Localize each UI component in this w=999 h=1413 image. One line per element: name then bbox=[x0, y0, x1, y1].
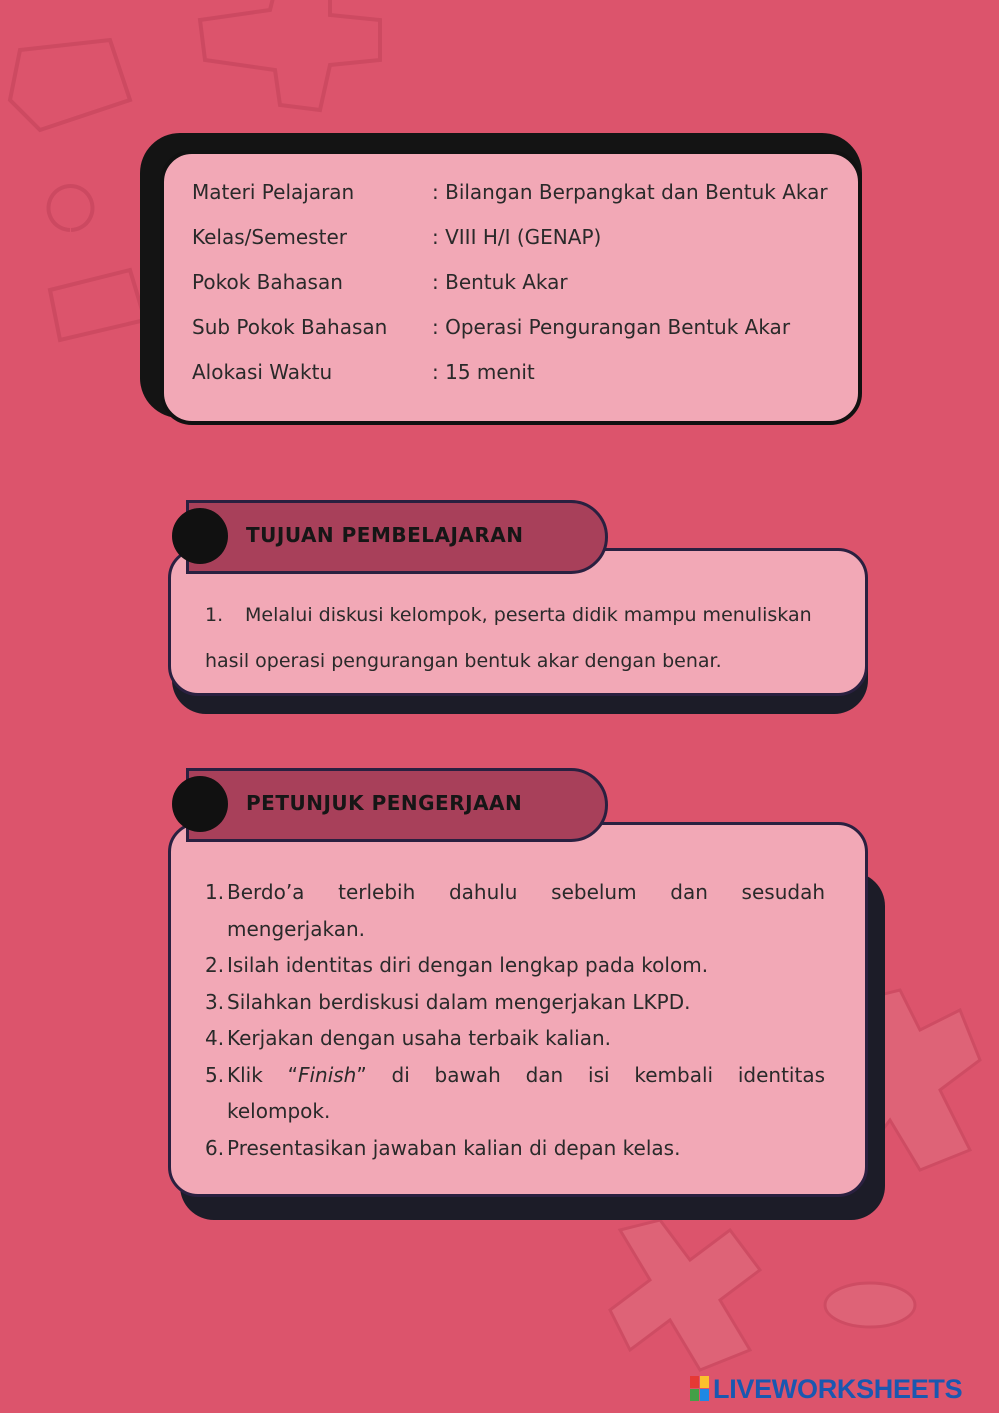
goal-item bbox=[205, 592, 835, 684]
instruction-text bbox=[227, 1057, 825, 1130]
goal-item-number: 1. bbox=[205, 604, 224, 626]
info-label: Materi Pelajaran bbox=[192, 180, 355, 204]
instructions-bullet-dot bbox=[172, 776, 228, 832]
instruction-text bbox=[227, 874, 825, 947]
goals-title: TUJUAN PEMBELAJARAN bbox=[246, 523, 524, 547]
finish-keyword: Finish bbox=[297, 1062, 357, 1087]
instruction-text-post: ” di bawah dan isi kembali identitas bbox=[356, 1062, 825, 1087]
liveworksheets-logo-icon bbox=[690, 1376, 710, 1402]
instruction-item bbox=[205, 874, 825, 947]
info-label: Alokasi Waktu bbox=[192, 360, 333, 384]
info-label: Kelas/Semester bbox=[192, 225, 347, 249]
info-value: : VIII H/I (GENAP) bbox=[432, 225, 602, 249]
goals-bullet-dot bbox=[172, 508, 228, 564]
instructions-title: PETUNJUK PENGERJAAN bbox=[246, 791, 523, 815]
instruction-item bbox=[205, 1057, 825, 1130]
info-value: : Bentuk Akar bbox=[432, 270, 568, 294]
info-label: Sub Pokok Bahasan bbox=[192, 315, 388, 339]
instruction-text-continuation: kelompok. bbox=[227, 1099, 331, 1123]
instruction-item bbox=[205, 1020, 825, 1057]
instruction-number: 3. bbox=[205, 989, 225, 1014]
instruction-text-line: Berdo’a terlebih dahulu sebelum dan sesudah bbox=[227, 880, 825, 904]
doodle-ring-left bbox=[49, 186, 93, 230]
info-value: : Bilangan Berpangkat dan Bentuk Akar bbox=[432, 180, 828, 204]
goal-item-text: Melalui diskusi kelompok, peserta didik mampu menuliskan hasil operasi pengurangan bentuk akar dengan benar. bbox=[205, 604, 812, 672]
instruction-text: Isilah identitas diri dengan lengkap pada kolom. bbox=[227, 953, 709, 977]
liveworksheets-logo[interactable] bbox=[690, 1372, 962, 1406]
instruction-text-pre: Klik “ bbox=[227, 1062, 298, 1087]
instruction-text: Kerjakan dengan usaha terbaik kalian. bbox=[227, 1026, 611, 1050]
doodle-bar-left bbox=[50, 270, 145, 340]
instruction-item bbox=[205, 1130, 825, 1167]
instruction-number: 2. bbox=[205, 953, 225, 977]
doodle-x-bottom bbox=[610, 1220, 760, 1370]
instruction-number: 5. bbox=[205, 1062, 225, 1087]
instruction-item bbox=[205, 984, 825, 1021]
doodle-oval-bottom bbox=[825, 1283, 915, 1327]
instruction-text: Presentasikan jawaban kalian di depan kelas. bbox=[227, 1135, 681, 1160]
instruction-number: 4. bbox=[205, 1026, 225, 1050]
instruction-text-continuation: mengerjakan. bbox=[227, 916, 366, 941]
info-label: Pokok Bahasan bbox=[192, 270, 343, 294]
instructions-list bbox=[205, 874, 825, 1166]
instruction-text: Silahkan berdiskusi dalam mengerjakan LKPD. bbox=[227, 989, 691, 1014]
instruction-item bbox=[205, 947, 825, 984]
info-value: : Operasi Pengurangan Bentuk Akar bbox=[432, 315, 791, 339]
doodle-plus-top bbox=[200, 0, 380, 110]
info-value: : 15 menit bbox=[432, 360, 535, 384]
info-box bbox=[160, 150, 862, 425]
instruction-number: 6. bbox=[205, 1135, 225, 1160]
instruction-number: 1. bbox=[205, 880, 225, 904]
doodle-shape-left bbox=[10, 40, 130, 130]
liveworksheets-logo-text: LIVEWORKSHEETS bbox=[713, 1373, 963, 1404]
